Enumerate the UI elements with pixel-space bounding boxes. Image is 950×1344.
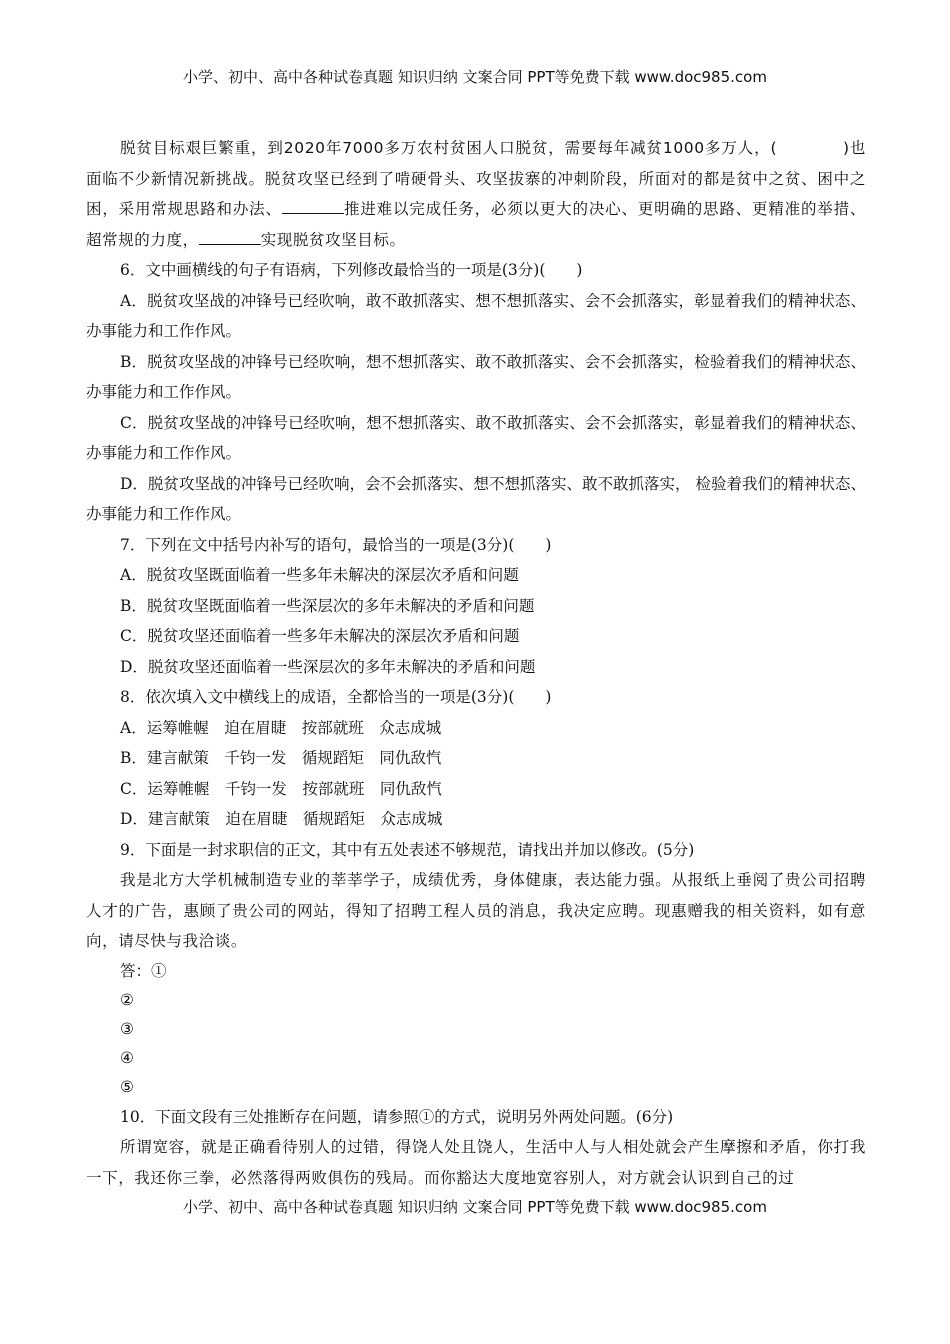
question-8-option-c[interactable]: C．运筹帷幄 千钧一发 按部就班 同仇敌忾 <box>120 779 442 798</box>
question-9-stem: 9．下面是一封求职信的正文，其中有五处表述不够规范，请找出并加以修改。(5分) <box>120 840 695 859</box>
passage-poverty <box>86 133 866 255</box>
question-8-option-b[interactable]: B．建言献策 千钧一发 循规蹈矩 同仇敌忾 <box>120 749 442 767</box>
question-8-option-d[interactable]: D．建言献策 迫在眉睫 循规蹈矩 众志成城 <box>120 810 443 828</box>
question-10-stem: 10．下面文段有三处推断存在问题，请参照①的方式，说明另外两处问题。(6分) <box>120 1107 674 1126</box>
answer-label: 答：① <box>120 961 167 980</box>
question-6-option-d[interactable]: D．脱贫攻坚战的冲锋号已经吹响，会不会抓落实、想不想抓落实、敢不敢抓落实， 检验着我们的精神状态、办事能力和工作作风。 <box>86 474 866 523</box>
answer-mark-4: ④ <box>120 1048 134 1067</box>
passage-part-2: 推进难以完成任务，必须以更大的决心、更明确的思路、更精准的举措、超常规的力度， <box>86 200 867 249</box>
passage-part-1: 脱贫目标艰巨繁重，到2020年7000多万农村贫困人口脱贫，需要每年减贫1000多万人，( )也面临不少新情况新挑战。脱贫攻坚已经到了啃硬骨头、攻坚拔寨的冲刺阶段，所面对的都是贫中之贫、困中之困，采用常规思路和办法、 <box>86 139 866 218</box>
question-7-option-d[interactable]: D．脱贫攻坚还面临着一些深层次的多年未解决的矛盾和问题 <box>120 657 536 676</box>
answer-mark-5: ⑤ <box>120 1077 134 1096</box>
answer-mark-2: ② <box>120 990 134 1009</box>
question-7-stem: 7．下列在文中括号内补写的语句，最恰当的一项是(3分)( ) <box>120 535 552 554</box>
answer-mark-3: ③ <box>120 1019 134 1038</box>
fill-blank-1[interactable] <box>282 199 344 214</box>
passage-part-3: 实现脱贫攻坚目标。 <box>260 230 406 249</box>
page-footer: 小学、初中、高中各种试卷真题 知识归纳 文案合同 PPT等免费下载 www.doc985.com <box>183 1198 767 1216</box>
question-6-option-a[interactable]: A．脱贫攻坚战的冲锋号已经吹响，敢不敢抓落实、想不想抓落实、会不会抓落实，彰显着我们的精神状态、办事能力和工作作风。 <box>86 291 866 340</box>
page-header: 小学、初中、高中各种试卷真题 知识归纳 文案合同 PPT等免费下载 www.doc985.com <box>183 68 767 86</box>
document-body <box>86 133 866 1193</box>
question-6-option-b[interactable]: B．脱贫攻坚战的冲锋号已经吹响，想不想抓落实、敢不敢抓落实、会不会抓落实，检验着我们的精神状态、办事能力和工作作风。 <box>86 352 866 401</box>
question-10-passage: 所谓宽容，就是正确看待别人的过错，得饶人处且饶人，生活中人与人相处就会产生摩擦和矛盾，你打我一下，我还你三拳，必然落得两败俱伤的残局。而你豁达大度地宽容别人，对方就会认识到自己的过 <box>86 1138 866 1187</box>
question-6-option-c[interactable]: C．脱贫攻坚战的冲锋号已经吹响，想不想抓落实、敢不敢抓落实、会不会抓落实，彰显着我们的精神状态、办事能力和工作作风。 <box>86 413 866 462</box>
question-7-option-c[interactable]: C．脱贫攻坚还面临着一些多年未解决的深层次矛盾和问题 <box>120 627 520 645</box>
question-8-stem: 8．依次填入文中横线上的成语，全都恰当的一项是(3分)( ) <box>120 688 552 706</box>
question-7-option-b[interactable]: B．脱贫攻坚既面临着一些深层次的多年未解决的矛盾和问题 <box>120 596 535 615</box>
question-6-stem: 6．文中画横线的句子有语病，下列修改最恰当的一项是(3分)( ) <box>120 261 583 279</box>
question-9-passage: 我是北方大学机械制造专业的莘莘学子，成绩优秀，身体健康，表达能力强。从报纸上垂阅了贵公司招聘人才的广告，惠顾了贵公司的网站，得知了招聘工程人员的消息，我决定应聘。现惠赠我的相关资料，如有意向，请尽快与我洽谈。 <box>86 871 866 950</box>
question-7-option-a[interactable]: A．脱贫攻坚既面临着一些多年未解决的深层次矛盾和问题 <box>120 566 519 584</box>
fill-blank-2[interactable] <box>199 230 261 245</box>
question-8-option-a[interactable]: A．运筹帷幄 迫在眉睫 按部就班 众志成城 <box>120 718 442 737</box>
